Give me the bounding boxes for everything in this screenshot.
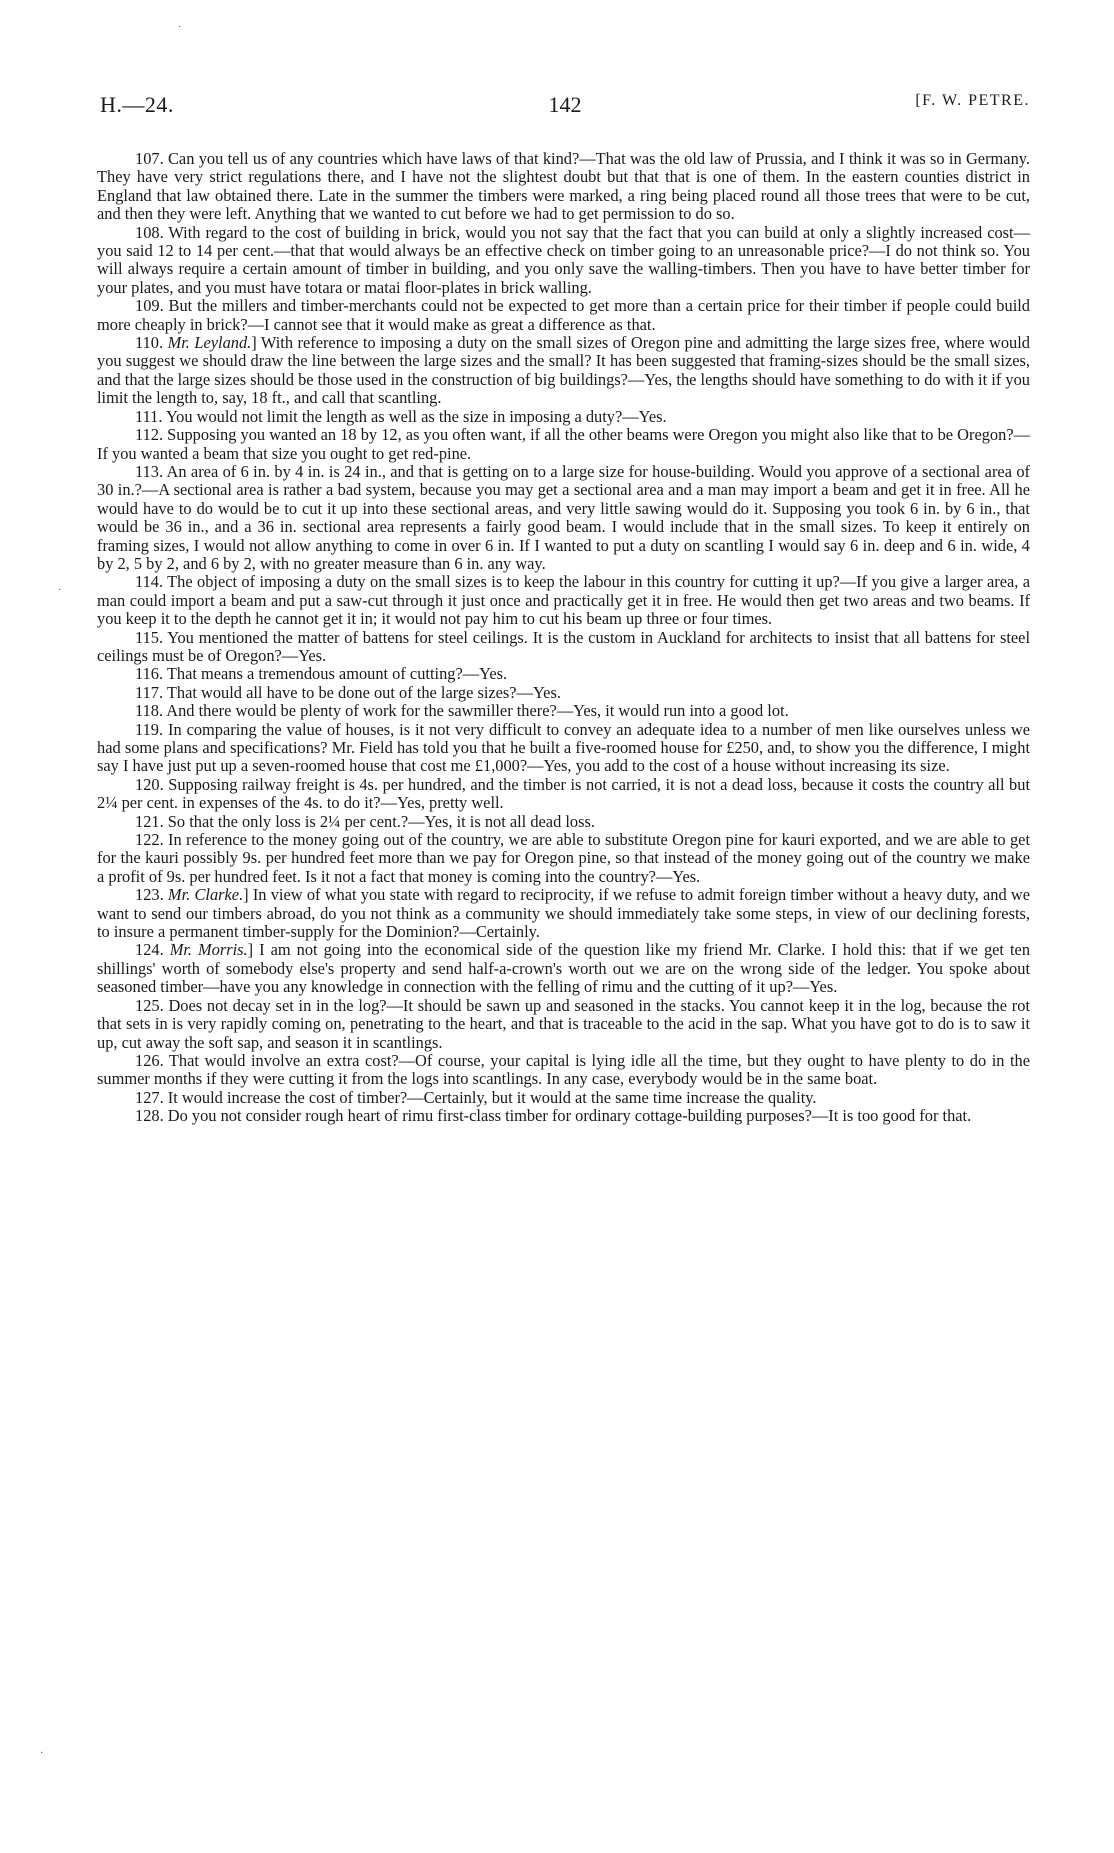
question-answer-paragraph bbox=[97, 941, 1030, 996]
paragraph-text: ] In view of what you state with regard to reciprocity, if we refuse to admit foreign timber without a heavy duty, and we want to send our timbers abroad, do you not think as a community we should immediately take some steps, in view of our declining forests, to insure a permanent timber-supply for the Dominion?—Certainly. bbox=[97, 885, 1030, 942]
testimony-body bbox=[97, 150, 1030, 1126]
question-answer-paragraph: 108. With regard to the cost of building in brick, would you not say that the fact that you can build at only a slightly increased cost—you said 12 to 14 per cent.—that that would always be an effective check on timber going to an unreasonable price?—I do not think so. You will always require a certain amount of timber in building, and you only save the walling-timbers. Then you have to have better timber for your plates, and you must have totara or matai floor-plates in brick walling. bbox=[97, 222, 1030, 297]
speaker-name: Mr. Leyland. bbox=[167, 333, 252, 353]
question-answer-paragraph: 117. That would all have to be done out of the large sizes?—Yes. bbox=[135, 682, 561, 702]
question-answer-paragraph: 113. An area of 6 in. by 4 in. is 24 in., and that is getting on to a large size for house-building. Would you approve of a sectional area of 30 in.?—A sectional area is rather a bad system, because you may get a sectional area and a man may import a beam and get it in free. All he would have to do would be to cut it up into these sectional areas, and very little sawing would do it. Supposing you took 6 in. by 6 in., that would be 36 in., and a 36 in. sectional area represents a fairly good beam. I would include that in the small sizes. To keep it entirely on framing sizes, I would not allow anything to come in over 6 in. If I wanted to put a duty on scantling I would say 6 in. deep and 6 in. wide, 4 by 2, 5 by 2, and 6 by 2, with no greater measure than 6 in. any way. bbox=[97, 461, 1030, 573]
page-header bbox=[100, 92, 1030, 132]
question-answer-paragraph bbox=[97, 886, 1030, 941]
question-answer-paragraph: 107. Can you tell us of any countries which have laws of that kind?—That was the old law of Prussia, and I think it was so in Germany. They have very strict regulations there, and I have not the slightest doubt but that that is one of them. In the eastern counties district in England that law obtained there. Late in the summer the timbers were marked, a ring being placed round all those trees that were to be cut, and then they were left. Anything that we wanted to cut before we had to get permission to do so. bbox=[97, 149, 1030, 224]
question-answer-paragraph bbox=[97, 334, 1030, 408]
question-answer-paragraph: 122. In reference to the money going out of the country, we are able to substitute Oregon pine for kauri exported, and we are able to get for the kauri possibly 9s. per hundred feet more than we pay for Oregon pine, so that instead of the money going out of the country we make a profit of 9s. per hundred feet. Is it not a fact that money is coming into the country?—Yes. bbox=[97, 830, 1030, 886]
question-answer-paragraph: 121. So that the only loss is 2¼ per cent.?—Yes, it is not all dead loss. bbox=[135, 811, 595, 831]
question-answer-paragraph: 126. That would involve an extra cost?—Of course, your capital is lying idle all the time, but they ought to have plenty to do in the summer months if they were cutting it from the logs into scantlings. In any case, everybody would be in the same boat. bbox=[97, 1050, 1030, 1089]
question-answer-paragraph: 115. You mentioned the matter of battens for steel ceilings. It is the custom in Auckland for architects to insist that all battens for steel ceilings must be of Oregon?—Yes. bbox=[97, 627, 1030, 665]
question-answer-paragraph: 112. Supposing you wanted an 18 by 12, as you often want, if all the other beams were Oregon you might also like that to be Oregon?—If you wanted a beam that size you ought to get red-pine. bbox=[97, 425, 1030, 463]
witness-name: [F. W. PETRE. bbox=[915, 92, 1030, 109]
question-answer-paragraph: 128. Do you not consider rough heart of rimu first-class timber for ordinary cottage-building purposes?—It is too good for that. bbox=[135, 1106, 972, 1126]
speaker-name: Mr. Morris. bbox=[169, 940, 248, 960]
question-answer-paragraph: 114. The object of imposing a duty on the small sizes is to keep the labour in this country for cutting it up?—If you give a larger area, a man could import a beam and put a saw-cut through it just once and practically get it in free. He would then get two areas and two beams. If you keep it to the depth he cannot get it in; it would not pay him to cut his beam up three or four times. bbox=[97, 572, 1030, 629]
speaker-name: Mr. Clarke. bbox=[167, 885, 244, 905]
question-answer-paragraph: 109. But the millers and timber-merchants could not be expected to get more than a certain price for their timber if people could build more cheaply in brick?—I cannot see that it would make as great a difference as that. bbox=[97, 296, 1030, 334]
document-reference: H.—24. bbox=[100, 92, 174, 117]
scan-speck: · bbox=[178, 22, 182, 33]
question-answer-paragraph: 125. Does not decay set in in the log?—It should be sawn up and seasoned in the stacks. You cannot keep it in the log, because the rot that sets in is very rapidly coming on, penetrating to the heart, and that is traceable to the acid in the sap. What you have got to do is to saw it up, cut away the soft sap, and season it in scantlings. bbox=[97, 995, 1030, 1052]
question-number: 110. bbox=[135, 333, 168, 353]
scan-speck: · bbox=[58, 585, 62, 596]
page-number: 142 bbox=[548, 92, 582, 117]
question-answer-paragraph: 127. It would increase the cost of timber?—Certainly, but it would at the same time increase the quality. bbox=[135, 1087, 817, 1107]
question-answer-paragraph: 119. In comparing the value of houses, is it not very difficult to convey an adequate idea to a number of men like ourselves unless we had some plans and specifications? Mr. Field has told you that he built a five-roomed house for £250, and, to show you the difference, I might say I have just put up a seven-roomed house that cost me £1,000?—Yes, you add to the cost of a house without increasing its size. bbox=[97, 719, 1030, 776]
paragraph-text: ] With reference to imposing a duty on the small sizes of Oregon pine and admitting the large sizes free, where would you suggest we should draw the line between the large sizes and the small? It has been suggested that framing-sizes should be the small sizes, and that the large sizes should be those used in the construction of big buildings?—Yes, the lengths should have something to do with it if you limit the length to, say, 18 ft., and call that scantling. bbox=[97, 333, 1030, 408]
question-number: 124. bbox=[135, 940, 170, 960]
question-answer-paragraph: 120. Supposing railway freight is 4s. per hundred, and the timber is not carried, it is not a dead loss, because it costs the country all but 2¼ per cent. in expenses of the 4s. to do it?—Yes, pretty well. bbox=[97, 774, 1030, 813]
question-answer-paragraph: 118. And there would be plenty of work for the sawmiller there?—Yes, it would run into a good lot. bbox=[135, 701, 789, 721]
question-answer-paragraph: 111. You would not limit the length as well as the size in imposing a duty?—Yes. bbox=[135, 406, 667, 426]
question-answer-paragraph: 116. That means a tremendous amount of cutting?—Yes. bbox=[135, 664, 508, 684]
scan-speck: · bbox=[40, 1748, 44, 1759]
paragraph-text: ] I am not going into the economical side of the question like my friend Mr. Clarke. I hold this: that if we get ten shillings' worth of somebody else's property and send half-a-crown's worth out we are on the wrong side of the ledger. You spoke about seasoned timber—have you any knowledge in connection with the felling of rimu and the cutting of it up?—Yes. bbox=[97, 940, 1031, 997]
question-number: 123. bbox=[135, 885, 168, 905]
